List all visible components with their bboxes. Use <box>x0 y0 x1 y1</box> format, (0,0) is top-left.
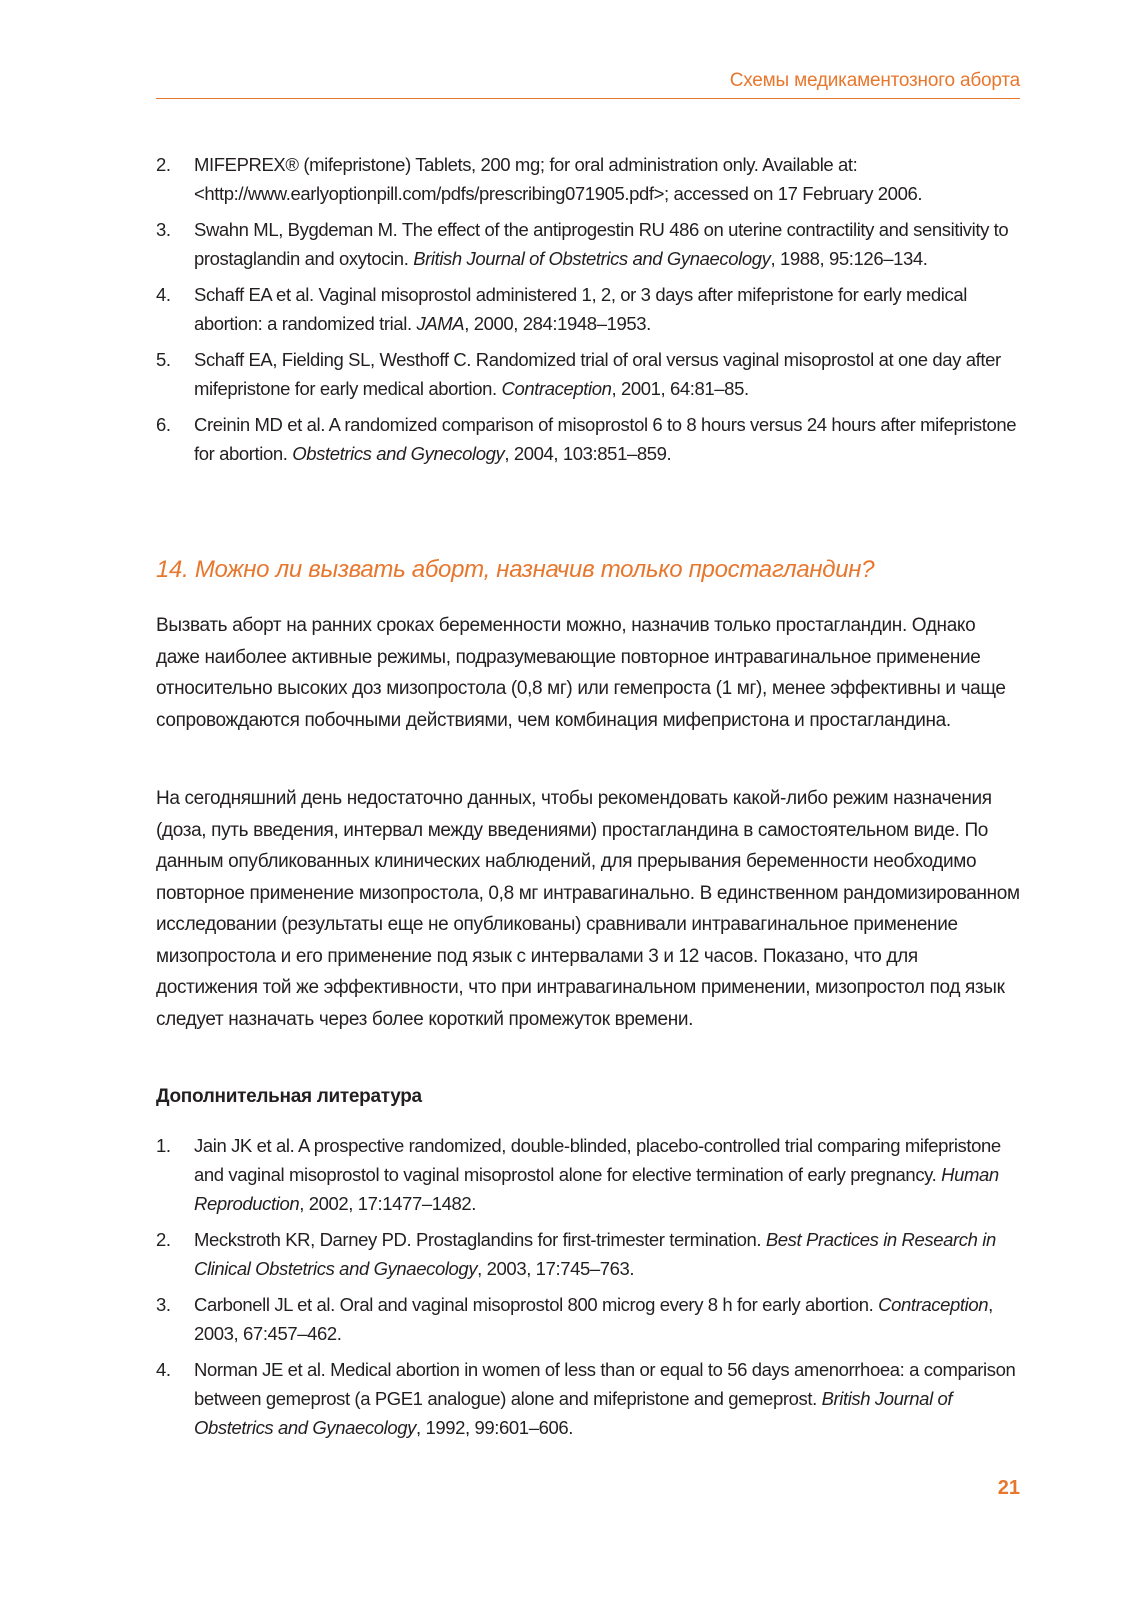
reference-segment: Meckstroth KR, Darney PD. Prostaglandins for first-trimester termination. <box>194 1229 766 1250</box>
reference-segment: Schaff EA et al. Vaginal misoprostol administered 1, 2, or 3 days after mifepristone for early medical abortion: a randomized trial. <box>194 284 967 334</box>
page-header <box>156 66 1020 99</box>
further-reading-heading: Дополнительная литература <box>156 1086 422 1107</box>
reference-segment: , 2003, 67:457–462. <box>194 1294 993 1344</box>
reference-list-further <box>156 1131 1022 1449</box>
reference-segment: Creinin MD et al. A randomized comparison of misoprostol 6 to 8 hours versus 24 hours after mifepristone for abortion. <box>194 414 1017 464</box>
reference-text <box>194 280 1022 338</box>
reference-text <box>194 1355 1022 1442</box>
reference-journal: Best Practices in Research in Clinical Obstetrics and Gynaecology <box>194 1229 996 1279</box>
reference-segment: , 2000, 284:1948–1953. <box>464 313 651 334</box>
reference-segment: Norman JE et al. Medical abortion in women of less than or equal to 56 days amenorrhoea: a comparison between gemeprost (a PGE1 analogue) alone and mifepristone and gemeprost. <box>194 1359 1016 1409</box>
body-paragraph-1: Вызвать аборт на ранних сроках беременности можно, назначив только простагландин. Однако даже наиболее активные режимы, подразумевающие повторное интравагинальное применение относительно высоких доз мизопростола (0,8 мг) или гемепроста (1 мг), менее эффективны и чаще сопровождаются побочными действиями, чем комбинация мифепристона и простагландина. <box>156 615 1006 731</box>
reference-item <box>156 215 1022 273</box>
reference-number: 3. <box>156 219 171 240</box>
reference-text <box>194 150 1022 208</box>
reference-item <box>156 1355 1022 1442</box>
reference-segment: , 1988, 95:126–134. <box>770 248 928 269</box>
reference-segment: Jain JK et al. A prospective randomized, double-blinded, placebo-controlled trial comparing mifepristone and vaginal misoprostol to vaginal misoprostol alone for elective termination of early pregnancy. <box>194 1135 1001 1185</box>
reference-journal: British Journal of Obstetrics and Gynaecology <box>194 1388 953 1438</box>
reference-segment: , 2003, 17:745–763. <box>477 1258 635 1279</box>
reference-text <box>194 410 1022 468</box>
reference-journal: British Journal of Obstetrics and Gynaecology <box>413 248 771 269</box>
reference-segment: Schaff EA, Fielding SL, Westhoff C. Randomized trial of oral versus vaginal misoprostol at one day after mifepristone for early medical abortion. <box>194 349 1001 399</box>
reference-segment: Swahn ML, Bygdeman M. The effect of the antiprogestin RU 486 on uterine contractility and sensitivity to prostaglandin and oxytocin. <box>194 219 1009 269</box>
reference-number: 6. <box>156 414 171 435</box>
running-header-title: Схемы медикаментозного аборта <box>729 70 1020 91</box>
reference-item <box>156 345 1022 403</box>
reference-number: 5. <box>156 349 171 370</box>
reference-segment: , 2004, 103:851–859. <box>504 443 672 464</box>
reference-number: 4. <box>156 1359 171 1380</box>
reference-text <box>194 215 1022 273</box>
reference-number: 1. <box>156 1135 171 1156</box>
reference-item <box>156 150 1022 208</box>
reference-number: 2. <box>156 1229 171 1250</box>
reference-text <box>194 1131 1022 1218</box>
reference-item <box>156 1290 1022 1348</box>
reference-item <box>156 1225 1022 1283</box>
reference-item <box>156 410 1022 468</box>
reference-journal: Human Reproduction <box>194 1164 999 1214</box>
section-title: 14. Можно ли вызвать аборт, назначив только простагландин? <box>156 556 875 583</box>
reference-segment: , 2002, 17:1477–1482. <box>299 1193 477 1214</box>
reference-number: 2. <box>156 154 171 175</box>
reference-segment: , 1992, 99:601–606. <box>416 1417 573 1438</box>
body-paragraph-2: На сегодняшний день недостаточно данных, чтобы рекомендовать какой-либо режим назначения (доза, путь введения, интервал между введениями) простагландина в самостоятельном виде. По данным опубликованных клинических наблюдений, для прерывания беременности необходимо повторное применение мизопростола, 0,8 мг интравагинально. В единственном рандомизированном исследовании (результаты еще не опубликованы) сравнивали интравагинальное применение мизопростола и его применение под язык с интервалами 3 и 12 часов. Показано, что для достижения той же эффективности, что при интравагинальном применении, мизопростол под язык следует назначать через более короткий промежуток времени. <box>156 788 1020 1030</box>
reference-journal: Contraception <box>878 1294 989 1315</box>
reference-item <box>156 280 1022 338</box>
reference-text <box>194 1225 1022 1283</box>
reference-number: 3. <box>156 1294 171 1315</box>
reference-journal: Obstetrics and Gynecology <box>292 443 505 464</box>
reference-number: 4. <box>156 284 171 305</box>
reference-item <box>156 1131 1022 1218</box>
page-number: 21 <box>997 1477 1020 1499</box>
reference-journal: JAMA <box>416 313 465 334</box>
reference-text <box>194 1290 1022 1348</box>
reference-segment: Carbonell JL et al. Oral and vaginal misoprostol 800 microg every 8 h for early abortion. <box>194 1294 879 1315</box>
reference-list-top <box>156 150 1022 475</box>
reference-segment: , 2001, 64:81–85. <box>611 378 749 399</box>
reference-journal: Contraception <box>501 378 612 399</box>
reference-text <box>194 345 1022 403</box>
reference-segment: MIFEPREX® (mifepristone) Tablets, 200 mg; for oral administration only. Available at: <http://www.earlyoptionpill.com/pdfs/prescribing071905.pdf>; accessed on 17 February 2006. <box>194 154 923 204</box>
